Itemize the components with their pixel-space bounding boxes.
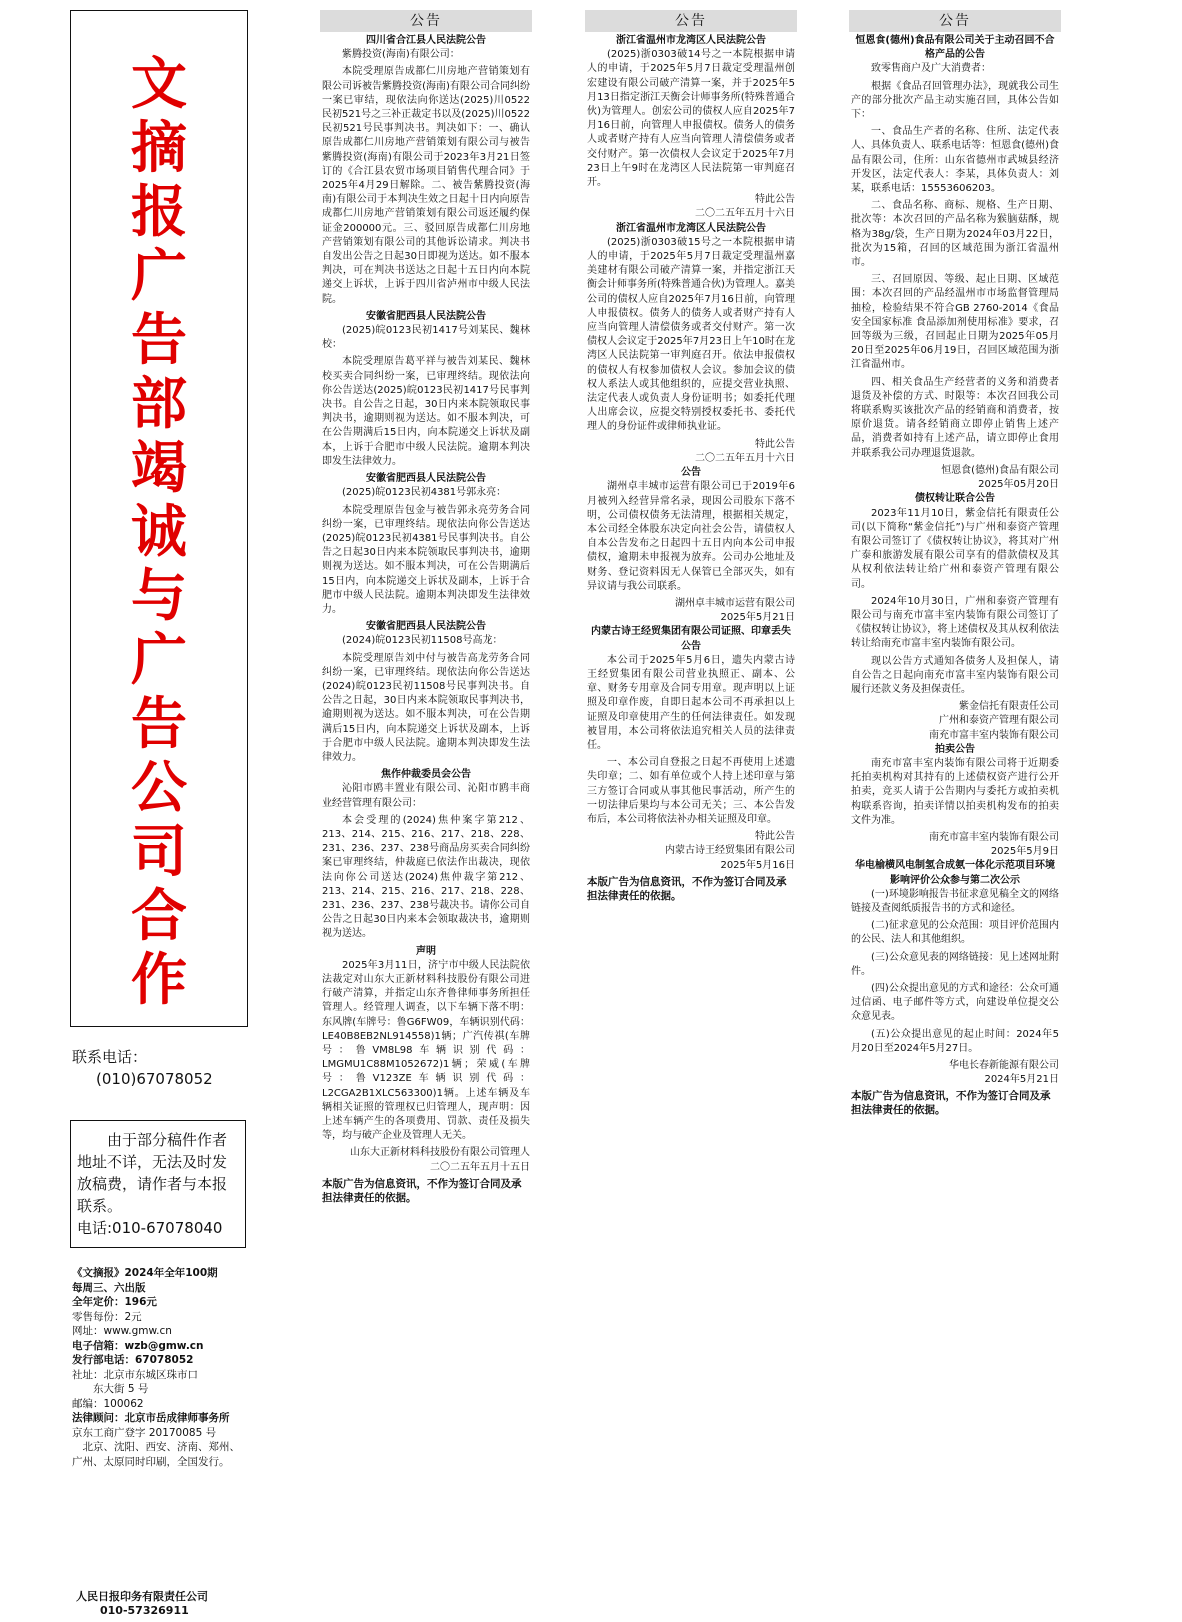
notice-heading: 四川省合江县人民法院公告 [366, 35, 486, 46]
notice-heading: 安徽省肥西县人民法院公告 [366, 473, 486, 485]
info-line: 网址：www.gmw.cn [72, 1325, 172, 1337]
promo-char: 作 [131, 948, 187, 1013]
notice-heading: 安徽省肥西县人民法院公告 [366, 310, 486, 322]
info-line: 法律顾问：北京市岳成律师事务所 [72, 1412, 230, 1424]
disclaimer: 本版广告为信息资讯，不作为签订合同及承担法律责任的依据。 [851, 1090, 1051, 1117]
info-line: 社址：北京市东城区珠市口 [72, 1368, 198, 1381]
contact-label: 联系电话： [72, 1048, 148, 1066]
notice-heading: 浙江省温州市龙湾区人民法院公告 [616, 35, 766, 46]
notice-paragraph: 本院受理原告刘中付与被告高龙劳务合同纠纷一案，已审理终结。现依法向你公告送达(2024)皖0123民初11508号民事判决书。自公告之日起，30日内来本院领取民事判决书，逾期则视为送达。如不服本判决，可在公告期满后15日内，向本院递交上诉状及副本，上诉于合肥市中级人民法院。逾期本判决即发生法律效力。 [322, 652, 530, 763]
info-line: 北京、沈阳、西安、济南、郑州、广州、太原同时印刷，全国发行。 [72, 1441, 240, 1468]
notice-paragraph: (二)征求意见的公众范围：项目评价范围内的公民、法人和其他组织。 [851, 920, 1059, 946]
promo-char: 报 [131, 180, 187, 245]
notice-signature: 内蒙古诗王经贸集团有限公司 [665, 845, 795, 857]
disclaimer: 本版广告为信息资讯，不作为签订合同及承担法律责任的依据。 [587, 875, 787, 902]
sidebar [70, 10, 248, 1617]
notice-paragraph: (一)环境影响报告书征求意见稿全文的网络链接及查阅纸质报告书的方式和途径。 [851, 888, 1059, 914]
ad-column-3 [849, 10, 1061, 1610]
notice-signature: 恒恩食(德州)食品有限公司 [941, 464, 1059, 476]
notice-paragraph: 一、本公司自登报之日起不再使用上述遗失印章；二、如有单位或个人持上述印章与第三方签订合同或从事其他民事活动，所产生的一切法律后果均与本公司无关；三、本公告发布后，本公司将依法补办相关证照及印章。 [587, 757, 795, 825]
promo-char: 竭 [131, 436, 187, 501]
notice-paragraph: (2024)皖0123民初11508号高龙： [342, 635, 503, 647]
promo-char: 司 [131, 820, 187, 885]
notice-paragraph: 本会受理的(2024)焦仲案字第212、213、214、215、216、217、218、228、231、236、237、238号商品房买卖合同纠纷案已审理终结，仲裁庭已依法作出裁决，现依法向你公司送达(2024)焦仲裁字第212、213、214、215、216、217、218、228、231、236、237、238号裁决书。请你公司自公告之日起30日内来本会领取裁决书，逾期则视为送达。 [322, 814, 530, 940]
notice-signature: 2025年5月16日 [720, 859, 795, 871]
notice-heading: 恒恩食(德州)食品有限公司关于主动召回不合格产品的公告 [855, 35, 1055, 61]
notice-signature: 紫金信托有限责任公司 [959, 701, 1059, 713]
notice-paragraph: 本公司于2025年5月6日，遗失内蒙古诗王经贸集团有限公司营业执照正、副本、公章、财务专用章及合同专用章。现声明以上证照及印章作废，自即日起本公司不再承担以上证照及印章使用产生的任何法律责任。如发现被冒用，本公司将依法追究相关人员的法律责任。 [587, 654, 795, 751]
column-body [585, 32, 797, 875]
notice-heading: 债权转让联合公告 [915, 493, 995, 505]
notice-signature: 南充市富丰室内装饰有限公司 [929, 729, 1059, 741]
notice-heading: 声明 [416, 945, 436, 957]
printer-info [76, 1590, 252, 1618]
notice-paragraph: 本院受理原告包金与被告郭永亮劳务合同纠纷一案，已审理终结。现依法向你公告送达(2025)皖0123民初4381号民事判决书。自公告之日起30日内来本院领取民事判决书，逾期则视为送达。如不服本判决，可在公告期满后15日内，向本院递交上诉状及副本，上诉于合肥市中级人民法院。逾期本判决即发生法律效力。 [322, 504, 530, 615]
notice-paragraph: 本院受理原告葛平祥与被告刘某民、魏林校买卖合同纠纷一案，已审理终结。现依法向你公告送达(2025)皖0123民初1417号民事判决书。自公告之日起，30日内来本院领取民事判决书，逾期则视为送达。如不服本判决，可在公告期满后15日内，向本院递交上诉状及副本，上诉于合肥市中级人民法院。逾期本判决即发生法律效力。 [322, 356, 530, 467]
notice-signature: 2025年05月20日 [978, 479, 1059, 491]
notice-signature: 二〇二五年五月十六日 [695, 208, 795, 220]
author-notice [70, 1120, 246, 1248]
promo-char: 广 [131, 628, 187, 693]
info-line: 零售每份：2元 [72, 1310, 142, 1323]
column-header: 公告 [585, 10, 797, 32]
info-line: 每周三、六出版 [72, 1281, 146, 1294]
promo-char: 与 [131, 564, 187, 629]
notice-paragraph: 2025年3月11日，济宁市中级人民法院依法裁定对山东大正新材料科技股份有限公司进行破产清算，并指定山东齐鲁律师事务所担任管理人。经管理人调查，以下车辆下落不明：东风牌(车牌号：鲁G6FW09，车辆识别代码：LE40B8EB2NL914558)1辆；广汽传祺(车牌号：鲁VM8L98车辆识别代码：LMGMU1C88M1052672)1辆；荣威(车牌号：鲁V123ZE车辆识别代码：L2CGA2B1XLC563300)1辆。上述车辆及车辆相关证照的管理权已归管理人，现声明：因上述车辆产生的各项费用、罚款、责任及损失等，均与破产企业及管理人无关。 [322, 959, 530, 1142]
promo-char: 文 [131, 52, 187, 117]
notice-signature: 2025年5月21日 [720, 612, 795, 624]
info-line: 全年定价：196元 [72, 1296, 157, 1308]
info-line: 发行部电话：67078052 [72, 1354, 194, 1366]
promo-char: 合 [131, 884, 187, 949]
printer-name: 人民日报印务有限责任公司 [76, 1590, 208, 1603]
notice-paragraph: (三)公众意见表的网络链接：见上述网址附件。 [851, 951, 1059, 977]
ad-column-1 [320, 10, 532, 1610]
notice-signature: 特此公告 [755, 438, 795, 450]
notice-heading: 公告 [681, 467, 701, 479]
printer-phone: 010-57326911 [100, 1604, 189, 1617]
contact-phone: (010)67078052 [96, 1070, 213, 1088]
column-body [849, 32, 1061, 1089]
info-line: 电子信箱：wzb@gmw.cn [72, 1339, 204, 1352]
promo-char: 部 [131, 372, 187, 437]
column-header: 公告 [849, 10, 1061, 32]
notice-paragraph: 现以公告方式通知各债务人及担保人，请自公告之日起向南充市富丰室内装饰有限公司履行还款义务及担保责任。 [851, 655, 1059, 695]
notice-paragraph: (2025)浙0303破15号之一本院根据申请人的申请，于2025年5月7日裁定受理温州嘉美建材有限公司破产清算一案，并指定浙江天衡会计师事务所(特殊普通合伙)为管理人。嘉美公司的债权人应自2025年7月16日前，向管理人申报债权。债务人的债务人或者财产持有人应当向管理人清偿债务或者交付财产。第一次债权人会议定于2025年7月23日上午10时在龙湾区人民法院第一审判庭召开。依法申报债权的债权人有权参加债权人会议。参加会议的债权人系法人或其他组织的，应提交营业执照、法定代表人或负责人身份证明书；如委托代理人出席会议，应提交特别授权委托书、委托代理人的身份证件或律师执业证。 [587, 236, 795, 433]
notice-paragraph: 2023年11月10日，紫金信托有限责任公司(以下简称“紫金信托”)与广州和泰资产管理有限公司签订了《债权转让协议》，将其对广州广泰和旅游发展有限公司享有的借款债权及其从权利依法转让给广州和泰资产管理有限公司。 [851, 507, 1059, 590]
notice-paragraph: (2025)皖0123民初4381号郭永亮： [342, 487, 507, 499]
notice-signature: 南充市富丰室内装饰有限公司 [929, 831, 1059, 843]
disclaimer: 本版广告为信息资讯，不作为签订合同及承担法律责任的依据。 [322, 1177, 522, 1204]
notice-heading: 安徽省肥西县人民法院公告 [366, 621, 486, 633]
notice-heading: 拍卖公告 [935, 743, 975, 755]
notice-signature: 二〇二五年五月十五日 [430, 1161, 530, 1173]
notice-signature: 二〇二五年五月十六日 [695, 452, 795, 464]
notice-paragraph: 致零售商户及广大消费者： [871, 63, 991, 75]
promo-char: 摘 [131, 116, 187, 181]
notice-signature: 山东大正新材料科技股份有限公司管理人 [350, 1147, 530, 1159]
publication-info [72, 1266, 248, 1469]
notice-signature: 湖州卓丰城市运营有限公司 [675, 597, 795, 609]
info-line: 邮编：100062 [72, 1397, 144, 1410]
author-notice-text: 由于部分稿件作者地址不详，无法及时发放稿费，请作者与本报联系。 [77, 1131, 228, 1215]
author-notice-phone: 电话:010-67078040 [77, 1219, 223, 1237]
promo-char: 告 [131, 692, 187, 757]
notice-heading: 华电榆横风电制氢合成氨一体化示范项目环境影响评价公众参与第二次公示 [855, 860, 1055, 886]
promo-title [71, 53, 247, 1013]
notice-paragraph: 一、食品生产者的名称、住所、法定代表人、具体负责人、联系电话等：恒恩食(德州)食品有限公司，住所：山东省德州市武城县经济开发区，法定代表人：李某，具体负责人：刘某，联系电话：15553606203。 [851, 126, 1059, 195]
info-line: 京东工商广登字 20170085 号 [72, 1426, 217, 1439]
notice-paragraph: 本院受理原告成都仁川房地产营销策划有限公司诉被告紫腾投资(海南)有限公司合同纠纷一案已审结，现依法向你送达(2025)川0522民初521号之三补正裁定书以及(2025)川0522民初521号民事判决书。判决如下：一、确认原告成都仁川房地产营销策划有限公司与被告紫腾投资(海南)有限公司于2023年3月21日签订的《合江县农贸市场项目销售代理合同》于2025年4月29日解除。二、被告紫腾投资(海南)有限公司于本判决生效之日起十日内向原告成都仁川房地产营销策划有限公司返还履约保证金200000元。三、驳回原告成都仁川房地产营销策划有限公司的其他诉讼请求。判决书自发出公告之日起30日即视为送达。如不服本判决，可在判决书送达之日起十五日内向本院递交上诉状，上诉于四川省泸州市中级人民法院。 [322, 66, 530, 305]
notice-signature: 2025年5月9日 [990, 846, 1059, 858]
notice-paragraph: 根据《食品召回管理办法》，现就我公司生产的部分批次产品主动实施召回，具体公告如下： [851, 80, 1059, 121]
notice-paragraph: (2025)皖0123民初1417号刘某民、魏林校： [322, 325, 530, 351]
notice-signature: 2024年5月21日 [984, 1074, 1059, 1086]
notice-paragraph: 紫腾投资(海南)有限公司： [342, 49, 460, 61]
notice-paragraph: 沁阳市鸥丰置业有限公司、沁阳市鸥丰商业经营管理有限公司： [322, 783, 530, 809]
notice-paragraph: 湖州卓丰城市运营有限公司已于2019年6月被列入经营异常名录，现因公司股东下落不明，公司债权债务无法清理，根据相关规定，本公司经全体股东决定向社会公告，请债权人自本公告发布之日起四十五日内向本公司申报债权，逾期未申报视为放弃。公司办公地址及财务、登记资料因无人保管已全部灭失，如有异议请与我公司联系。 [587, 481, 795, 592]
contact-block [72, 1046, 248, 1090]
notice-signature: 特此公告 [755, 831, 795, 843]
notice-paragraph: 南充市富丰室内装饰有限公司将于近期委托拍卖机构对其持有的上述债权资产进行公开拍卖，竞买人请于公告期内与委托方或拍卖机构联系咨询，拍卖详情以拍卖机构发布的拍卖文件为准。 [851, 757, 1059, 826]
promo-char: 诚 [131, 500, 187, 565]
notice-paragraph: 2024年10月30日，广州和泰资产管理有限公司与南充市富丰室内装饰有限公司签订了《债权转让协议》，将上述债权及其从权利依法转让给南充市富丰室内装饰有限公司。 [851, 595, 1059, 650]
info-line: 《文摘报》2024年全年100期 [72, 1267, 218, 1279]
column-header: 公告 [320, 10, 532, 32]
ad-column-2 [585, 10, 797, 1610]
notice-paragraph: 二、食品名称、商标、规格、生产日期、批次等：本次召回的产品名称为猴脑菇酥，规格为38g/袋，生产日期为2024年03月22日，批次为15箱，召回的区域范围为浙江省温州市。 [851, 200, 1059, 269]
notice-heading: 焦作仲裁委员会公告 [381, 769, 471, 781]
notice-heading: 内蒙古诗王经贸集团有限公司证照、印章丢失公告 [591, 626, 791, 652]
notice-signature: 华电长春新能源有限公司 [949, 1060, 1059, 1072]
notice-paragraph: 四、相关食品生产经营者的义务和消费者退货及补偿的方式、时限等：本次召回我公司将联系购买该批次产品的经销商和消费者，按原价退货。请各经销商立即停止销售上述产品，消费者如持有上述产品，请立即停止食用并联系我公司办理退货退款。 [851, 376, 1059, 459]
promo-char: 告 [131, 308, 187, 373]
promo-char: 广 [131, 244, 187, 309]
info-line: 东大街 5 号 [72, 1383, 149, 1395]
notice-heading: 浙江省温州市龙湾区人民法院公告 [616, 222, 766, 234]
notice-paragraph: (五)公众提出意见的起止时间：2024年5月20日至2024年5月27日。 [851, 1028, 1059, 1054]
column-body [320, 32, 532, 1177]
notice-paragraph: (四)公众提出意见的方式和途径：公众可通过信函、电子邮件等方式，向建设单位提交公众意见表。 [851, 983, 1059, 1023]
notice-paragraph: (2025)浙0303破14号之一本院根据申请人的申请，于2025年5月7日裁定受理温州创宏建设有限公司破产清算一案，并于2025年5月13日指定浙江天衡会计师事务所(特殊普通合伙)为管理人。创宏公司的债权人应自2025年7月16日前，向管理人申报债权。债务人的债务人或者财产持有人应当向管理人清偿债务或者交付财产。第一次债权人会议定于2025年7月23日上午9时在龙湾区人民法院第一审判庭召开。 [587, 49, 795, 189]
notice-signature: 特此公告 [755, 194, 795, 206]
promo-char: 公 [131, 756, 187, 821]
notice-signature: 广州和泰资产管理有限公司 [939, 715, 1059, 727]
promo-box [70, 10, 248, 1027]
notice-paragraph: 三、召回原因、等级、起止日期、区域范围：本次召回的产品经温州市市场监督管理局抽检，检验结果不符合GB 2760-2014《食品安全国家标准 食品添加剂使用标准》要求，召回等级为三级，召回起止日期为2025年05月20日至2025年06月19日，召回区域范围为浙江省温州市。 [851, 274, 1059, 371]
